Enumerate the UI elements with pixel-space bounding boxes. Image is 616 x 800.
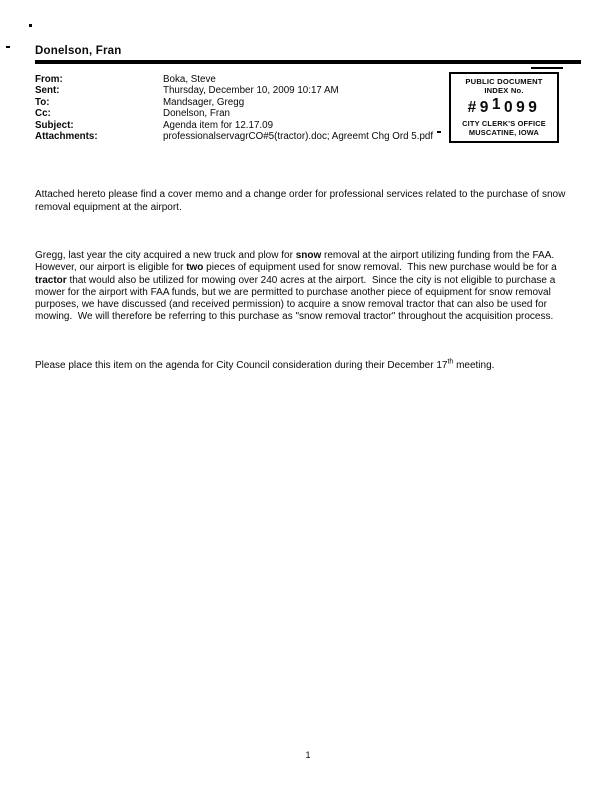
email-body: [35, 165, 578, 408]
header-row-subject: [35, 120, 433, 131]
stamp-title-line1: PUBLIC DOCUMENT: [465, 77, 543, 86]
header-row-to: [35, 97, 433, 108]
stamp-index-number: [452, 96, 556, 117]
from-value: Boka, Steve: [163, 74, 216, 85]
scan-artifact: [29, 24, 32, 27]
header-row-attachments: [35, 131, 433, 142]
stamp-office-line2: MUSCATINE, IOWA: [468, 127, 540, 137]
sent-value: Thursday, December 10, 2009 10:17 AM: [163, 85, 339, 97]
body-paragraph: Attached hereto please find a cover memo and a change order for professional services related to the purchase of snow removal equipment at the airport.: [35, 189, 569, 213]
header-row-cc: [35, 108, 433, 119]
page-number: 1: [305, 750, 311, 760]
cc-label: Cc:: [35, 108, 51, 120]
public-document-index-stamp: [449, 72, 559, 143]
to-label: To:: [35, 96, 50, 108]
to-value: Mandsager, Gregg: [163, 96, 245, 108]
stamp-number-raised-digit: 1: [491, 96, 504, 113]
stamp-title-line2: INDEX No.: [484, 86, 524, 95]
header-row-from: [35, 74, 433, 85]
from-label: From:: [35, 74, 63, 85]
subject-label: Subject:: [35, 119, 74, 131]
cc-value: Donelson, Fran: [163, 108, 230, 120]
scan-artifact-line: [531, 67, 563, 69]
scan-artifact: [437, 131, 441, 133]
subject-value: Agenda item for 12.17.09: [163, 119, 274, 131]
body-paragraph: Gregg, last year the city acquired a new truck and plow for snow removal at the airport utilizing funding from the FAA. However, our airport is eligible for two pieces of equipment used for snow removal. This new purchase would be for a tractor that would also be utilized for mowing over 240 acres at the airport. Since the city is not eligible to purchase a mower for the airport with FAA funds, but we are permitted to purchase another piece of equipment for snow removal purposes, we have discussed (and received permission) to acquire a snow removal tractor that can also be used for mowing. We will therefore be referring to this purchase as "snow removal tractor" throughout the acquisition process.: [35, 250, 560, 323]
stamp-office-line1: CITY CLERK'S OFFICE: [462, 119, 546, 128]
page-title: Donelson, Fran: [35, 45, 122, 57]
title-divider-rule: [35, 60, 581, 64]
header-row-sent: [35, 85, 433, 96]
body-paragraph: Please place this item on the agenda for City Council consideration during their December 17th meeting.: [35, 358, 495, 371]
attachments-label: Attachments:: [35, 131, 98, 143]
scan-artifact: [6, 46, 10, 48]
stamp-number-suffix: 099: [504, 99, 541, 116]
sent-label: Sent:: [35, 85, 60, 97]
email-header-fields: [35, 74, 433, 142]
attachments-value: professionalservagrCO#5(tractor).doc; Agreemt Chg Ord 5.pdf: [163, 131, 434, 143]
stamp-number-prefix: #9: [467, 99, 492, 116]
